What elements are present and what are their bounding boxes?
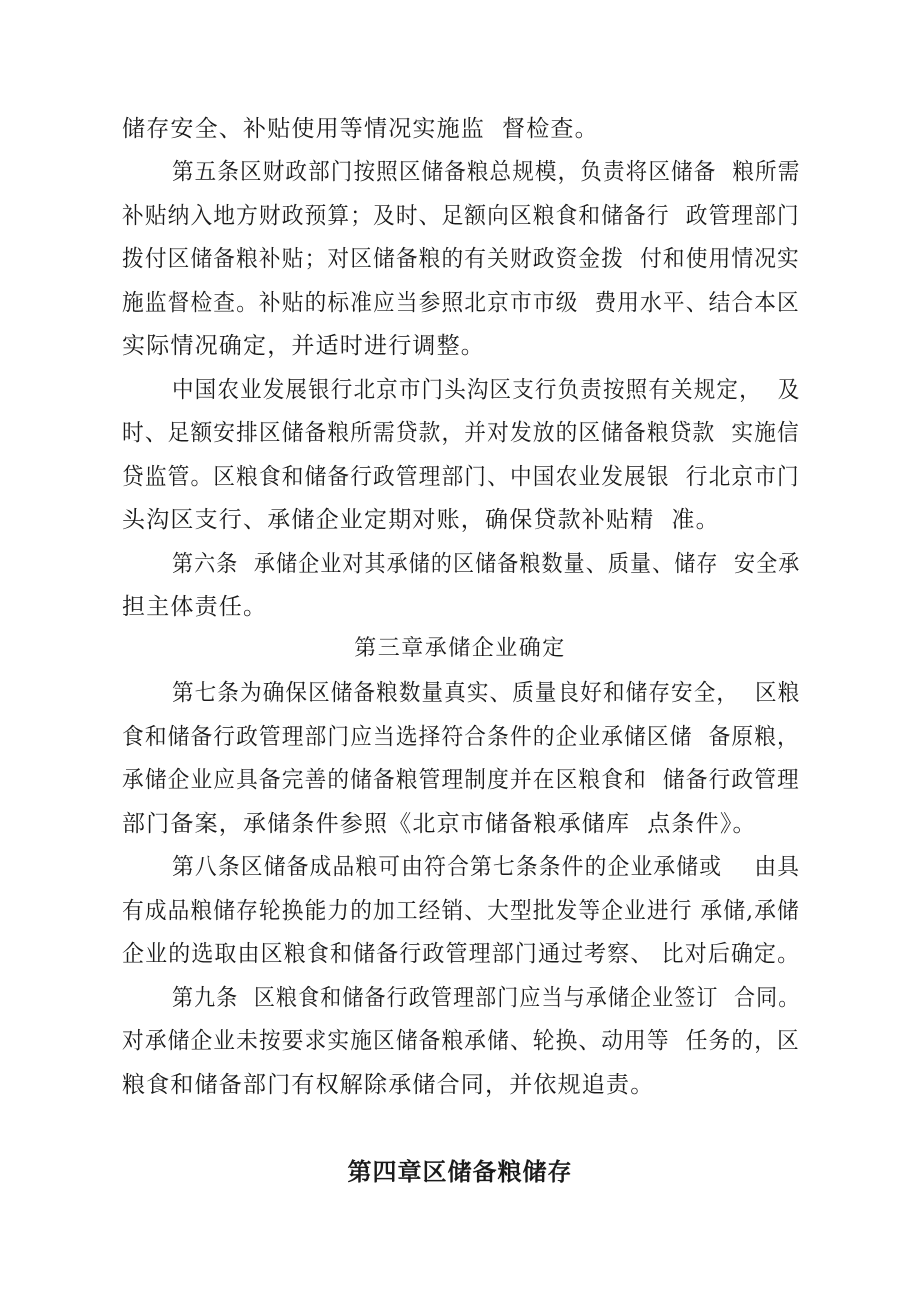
text-line: 担主体责任。	[122, 594, 268, 620]
text-line: 第五条区财政部门按照区储备粮总规模，负责将区储备 粮所需	[172, 159, 801, 185]
text-line: 拨付区储备粮补贴；对区储备粮的有关财政资金拨 付和使用情况实	[122, 246, 800, 272]
text-line: 承储企业应具备完善的储备粮管理制度并在区粮食和 储备行政管理	[122, 767, 800, 793]
text-line: 第八条区储备成品粮可由符合第七条条件的企业承储或 由具	[172, 854, 801, 880]
text-line: 储存安全、补贴使用等情况实施监 督检查。	[122, 116, 599, 142]
text-line: 粮食和储备部门有权解除承储合同，并依规追责。	[122, 1072, 655, 1098]
text-line: 中国农业发展银行北京市门头沟区支行负责按照有关规定， 及	[172, 377, 801, 403]
text-line: 实际情况确定，并适时进行调整。	[122, 333, 485, 359]
text-line: 食和储备行政管理部门应当选择符合条件的企业承储区储 备原粮，	[122, 724, 800, 750]
text-line: 有成品粮储存轮换能力的加工经销、大型批发等企业进行 承储,承储	[122, 898, 800, 924]
chapter-4-heading: 第四章区储备粮储存	[347, 1158, 573, 1186]
chapter-3-heading: 第三章承储企业确定	[354, 636, 566, 661]
text-line: 贷监管。区粮食和储备行政管理部门、中国农业发展银 行北京市门	[122, 464, 800, 490]
text-line: 第九条 区粮食和储备行政管理部门应当与承储企业签订 合同。	[172, 985, 801, 1011]
text-line: 时、足额安排区储备粮所需贷款，并对发放的区储备粮贷款 实施信	[122, 420, 800, 446]
text-line: 补贴纳入地方财政预算；及时、足额向区粮食和储备行 政管理部门	[122, 203, 800, 229]
text-line: 头沟区支行、承储企业定期对账，确保贷款补贴精 准。	[122, 507, 720, 533]
text-line: 施监督检查。补贴的标准应当参照北京市市级 费用水平、结合本区	[122, 290, 800, 316]
text-line: 企业的选取由区粮食和储备行政管理部门通过考察、 比对后确定。	[122, 941, 801, 967]
text-line: 第七条为确保区储备粮数量真实、质量良好和储存安全， 区粮	[172, 680, 801, 706]
text-line: 第六条 承储企业对其承储的区储备粮数量、质量、储存 安全承	[172, 551, 801, 577]
text-line: 部门备案，承储条件参照《北京市储备粮承储库 点条件》。	[122, 811, 757, 837]
text-line: 对承储企业未按要求实施区储备粮承储、轮换、动用等 任务的，区	[122, 1028, 800, 1054]
